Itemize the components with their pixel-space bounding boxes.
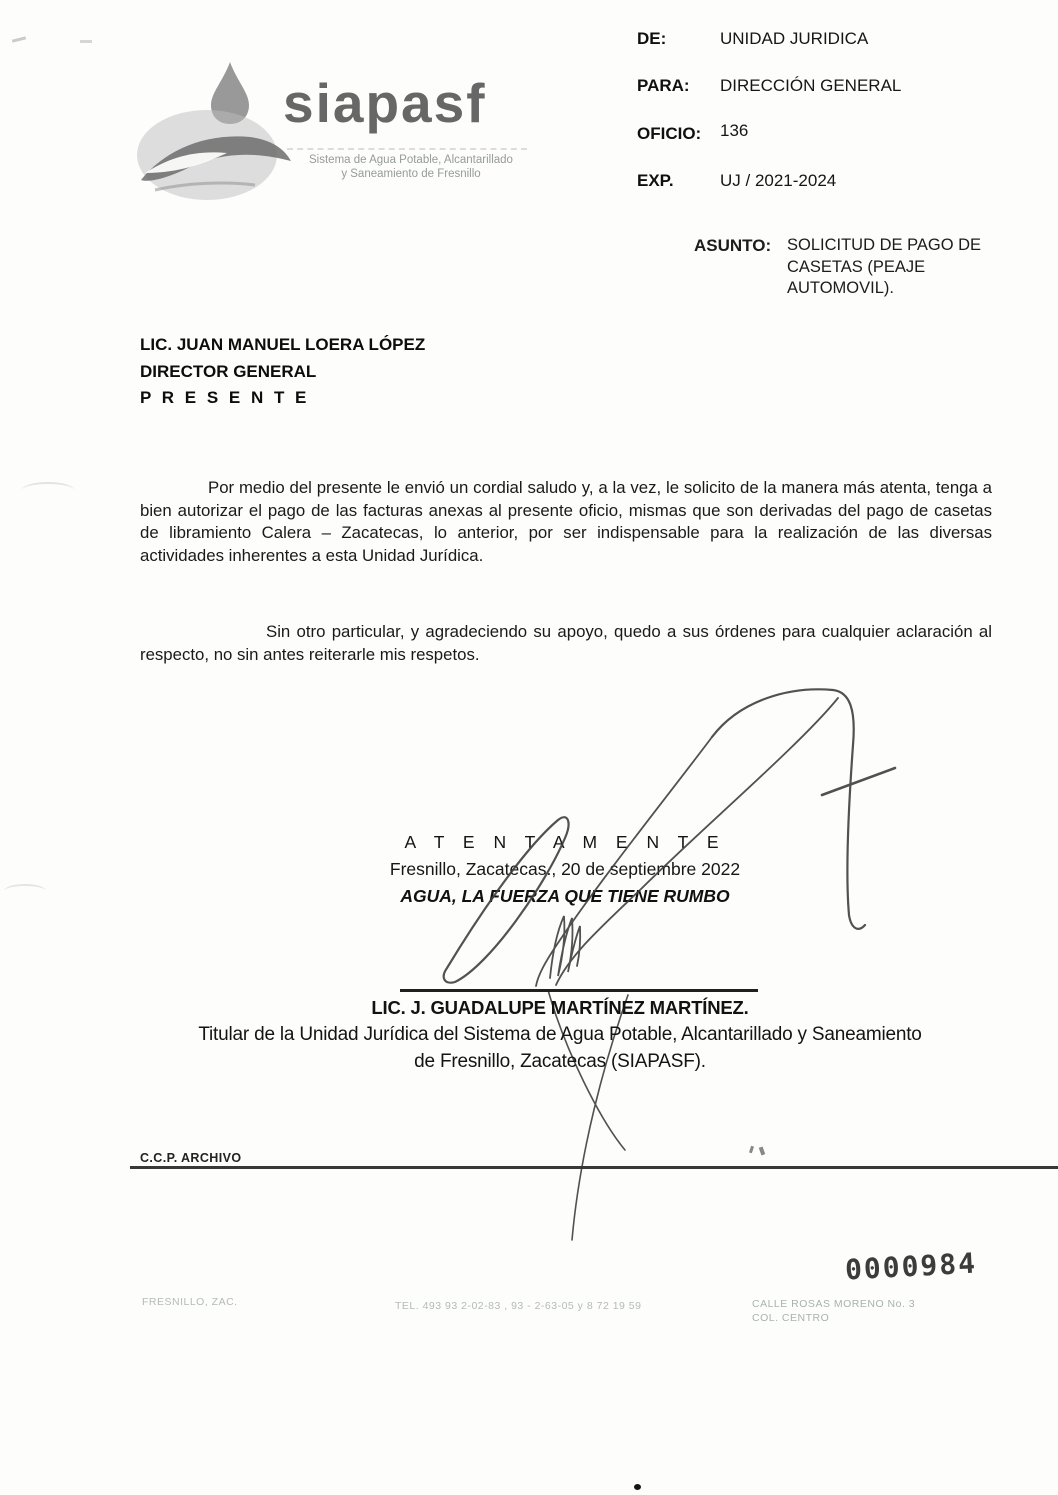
- signer-title-line2: de Fresnillo, Zacatecas (SIAPASF).: [414, 1051, 706, 1072]
- field-value-oficio: 136: [720, 121, 749, 140]
- addressee-name: LIC. JUAN MANUEL LOERA LÓPEZ: [140, 335, 426, 354]
- folio-number-stamp: 0000984: [844, 1246, 978, 1287]
- field-value-exp: UJ / 2021-2024: [720, 171, 837, 190]
- subject-value: SOLICITUD DE PAGO DE CASETAS (PEAJE AUTOMOVIL).: [787, 236, 982, 297]
- body-paragraph-1: Por medio del presente le envió un cordial saludo y, a la vez, le solicito de la manera más atenta, tenga a bien autorizar el pago de las facturas anexas al presente oficio, mismas que son derivadas del pago de casetas de libramiento Calera – Zacatecas, lo anterior, por ser indispensable para la realización de las diversas actividades inherentes a esta Unidad Jurídica.: [140, 478, 992, 565]
- footer-phones: TEL. 493 93 2-02-83 , 93 - 2-63-05 y 8 72 19 59: [395, 1300, 642, 1312]
- addressee-block: [140, 332, 425, 412]
- siapasf-water-drop-logo-icon: [135, 55, 295, 200]
- logo-underline: [287, 148, 527, 150]
- field-value-para: DIRECCIÓN GENERAL: [720, 76, 902, 95]
- subject-label: ASUNTO:: [694, 236, 772, 255]
- addressee-title: DIRECTOR GENERAL: [140, 361, 317, 381]
- scan-dot: [634, 1484, 641, 1490]
- footer-divider-rule: [130, 1166, 1058, 1169]
- closing-atentamente: A T E N T A M E N T E: [404, 832, 726, 852]
- logo-tagline-line1: Sistema de Agua Potable, Alcantarillado: [309, 154, 513, 166]
- signer-name: LIC. J. GUADALUPE MARTÍNEZ MARTÍNEZ.: [371, 997, 749, 1018]
- ccp-archivo-note: C.C.P. ARCHIVO: [140, 1151, 242, 1165]
- scan-mark: [12, 36, 26, 42]
- body-paragraph-2: Sin otro particular, y agradeciendo su apoyo, quedo a sus órdenes para cualquier aclaración al respecto, no sin antes reiterarle mis respetos.: [140, 622, 992, 664]
- scan-mark: [4, 884, 46, 898]
- field-label-exp: EXP.: [637, 171, 674, 190]
- signature-line: [400, 989, 758, 992]
- footer-address-line2: COL. CENTRO: [752, 1312, 830, 1324]
- logo-tagline-line2: y Saneamiento de Fresnillo: [341, 168, 481, 180]
- logo-tagline: [278, 153, 544, 181]
- footer-address-line1: CALLE ROSAS MORENO No. 3: [752, 1298, 916, 1310]
- field-label-para: PARA:: [637, 76, 690, 95]
- field-label-oficio: OFICIO:: [637, 124, 702, 143]
- scan-mark: [80, 40, 92, 43]
- field-value-de: UNIDAD JURIDICA: [720, 29, 869, 48]
- footer-city: FRESNILLO, ZAC.: [142, 1296, 238, 1308]
- addressee-presente: P R E S E N T E: [140, 388, 310, 407]
- signer-title-line1: Titular de la Unidad Jurídica del Sistema de Agua Potable, Alcantarillado y Saneamiento: [198, 1024, 922, 1045]
- closing-place-date: Fresnillo, Zacatecas., 20 de septiembre 2022: [389, 859, 741, 879]
- footer-address: [752, 1297, 915, 1325]
- logo-brand-text: siapasf: [283, 72, 487, 134]
- scan-mark: [22, 482, 74, 498]
- closing-slogan: AGUA, LA FUERZA QUE TIENE RUMBO: [400, 886, 730, 906]
- field-label-de: DE:: [637, 29, 667, 48]
- handwritten-signature: [420, 655, 900, 1255]
